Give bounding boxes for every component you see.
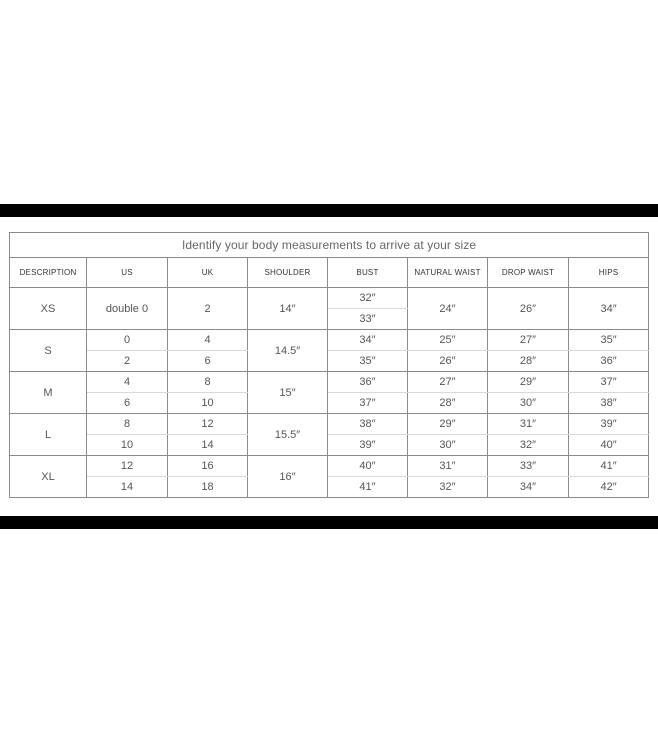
size-chart	[0, 217, 658, 516]
uk-size: 10	[168, 393, 248, 414]
shoulder-value: 15.5″	[248, 414, 328, 456]
drop-waist-value: 32″	[488, 435, 569, 456]
hips-value: 34″	[569, 288, 649, 330]
shoulder-value: 14.5″	[248, 330, 328, 372]
header-natural-waist: NATURAL WAIST	[408, 258, 488, 288]
drop-waist-value: 28″	[488, 351, 569, 372]
bust-value: 35″	[328, 351, 408, 372]
size-label: XS	[10, 288, 87, 330]
table-row-l-sub	[10, 435, 649, 456]
drop-waist-value: 29″	[488, 372, 569, 393]
table-row-s-sub	[10, 351, 649, 372]
us-size: 0	[87, 330, 168, 351]
header-us: US	[87, 258, 168, 288]
bust-value: 34″	[328, 330, 408, 351]
bust-value: 32″	[328, 288, 408, 309]
header-hips: HIPS	[569, 258, 649, 288]
uk-size: 14	[168, 435, 248, 456]
hips-value: 37″	[569, 372, 649, 393]
bust-value: 40″	[328, 456, 408, 477]
bust-value: 39″	[328, 435, 408, 456]
hips-value: 36″	[569, 351, 649, 372]
us-size: 8	[87, 414, 168, 435]
header-uk: UK	[168, 258, 248, 288]
uk-size: 12	[168, 414, 248, 435]
drop-waist-value: 30″	[488, 393, 569, 414]
hips-value: 40″	[569, 435, 649, 456]
size-label: L	[10, 414, 87, 456]
header-row	[10, 258, 649, 288]
table-row-l	[10, 414, 649, 435]
natural-waist-value: 27″	[408, 372, 488, 393]
size-label: XL	[10, 456, 87, 498]
drop-waist-value: 27″	[488, 330, 569, 351]
bust-value: 38″	[328, 414, 408, 435]
uk-size: 16	[168, 456, 248, 477]
us-size: 6	[87, 393, 168, 414]
uk-size: 8	[168, 372, 248, 393]
us-size: 10	[87, 435, 168, 456]
bust-value: 36″	[328, 372, 408, 393]
us-size: 2	[87, 351, 168, 372]
header-bust: BUST	[328, 258, 408, 288]
us-size: double 0	[87, 288, 168, 330]
uk-size: 4	[168, 330, 248, 351]
shoulder-value: 14″	[248, 288, 328, 330]
bust-value: 41″	[328, 477, 408, 498]
size-label: M	[10, 372, 87, 414]
drop-waist-value: 26″	[488, 288, 569, 330]
us-size: 12	[87, 456, 168, 477]
table-row-xl-sub	[10, 477, 649, 498]
table-caption: Identify your body measurements to arrive at your size	[10, 233, 649, 258]
shoulder-value: 16″	[248, 456, 328, 498]
hips-value: 39″	[569, 414, 649, 435]
natural-waist-value: 24″	[408, 288, 488, 330]
size-table	[9, 232, 649, 498]
table-row-xl	[10, 456, 649, 477]
drop-waist-value: 34″	[488, 477, 569, 498]
hips-value: 41″	[569, 456, 649, 477]
table-row-m	[10, 372, 649, 393]
natural-waist-value: 32″	[408, 477, 488, 498]
hips-value: 42″	[569, 477, 649, 498]
natural-waist-value: 30″	[408, 435, 488, 456]
us-size: 4	[87, 372, 168, 393]
table-row-xs	[10, 288, 649, 309]
natural-waist-value: 26″	[408, 351, 488, 372]
uk-size: 2	[168, 288, 248, 330]
table-row-s	[10, 330, 649, 351]
hips-value: 38″	[569, 393, 649, 414]
drop-waist-value: 31″	[488, 414, 569, 435]
us-size: 14	[87, 477, 168, 498]
table-row-m-sub	[10, 393, 649, 414]
bottom-black-bar	[0, 516, 658, 529]
natural-waist-value: 28″	[408, 393, 488, 414]
header-shoulder: SHOULDER	[248, 258, 328, 288]
size-label: S	[10, 330, 87, 372]
header-drop-waist: DROP WAIST	[488, 258, 569, 288]
shoulder-value: 15″	[248, 372, 328, 414]
natural-waist-value: 29″	[408, 414, 488, 435]
drop-waist-value: 33″	[488, 456, 569, 477]
caption-row	[10, 233, 649, 258]
top-black-bar	[0, 204, 658, 217]
header-description: DESCRIPTION	[10, 258, 87, 288]
natural-waist-value: 25″	[408, 330, 488, 351]
uk-size: 18	[168, 477, 248, 498]
natural-waist-value: 31″	[408, 456, 488, 477]
bust-value: 37″	[328, 393, 408, 414]
bust-value: 33″	[328, 309, 408, 330]
hips-value: 35″	[569, 330, 649, 351]
uk-size: 6	[168, 351, 248, 372]
